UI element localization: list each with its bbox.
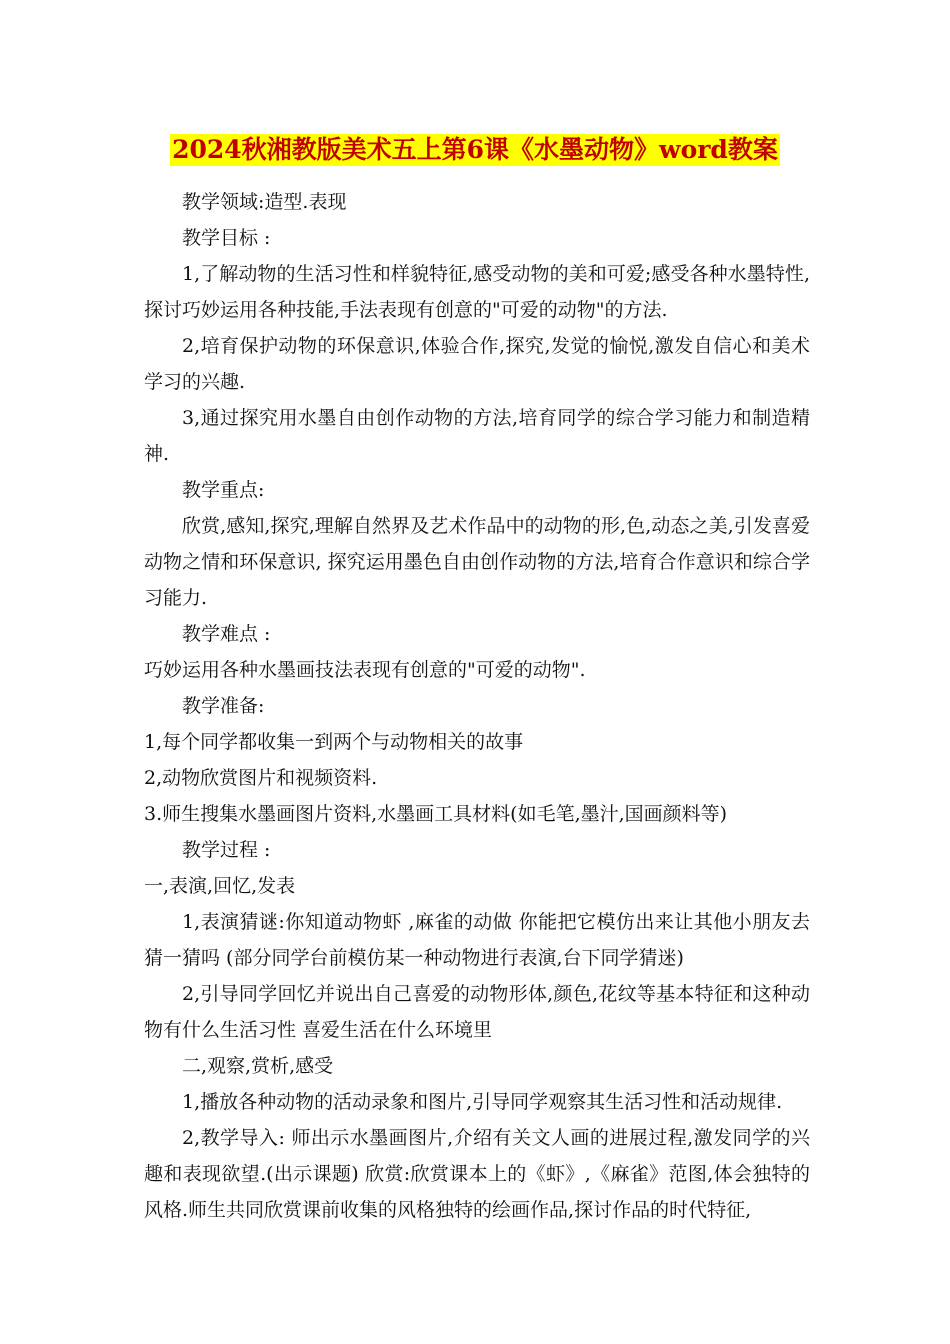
heading-difficulties: 教学难点 : xyxy=(182,623,271,645)
paragraph-section-1-item-1: 1,表演猜谜:你知道动物虾 ,麻雀的动做 你能把它模仿出来让其他小朋友去猜一猜吗 (部分同学台前模仿某一种动物进行表演,台下同学猜迷) xyxy=(144,911,810,969)
document-body xyxy=(144,184,810,1228)
paragraph-preparation-3: 3.师生搜集水墨画图片资料,水墨画工具材料(如毛笔,墨汁,国画颜料等) xyxy=(144,803,728,825)
paragraph-section-1-item-2: 2,引导同学回忆并说出自己喜爱的动物形体,颜色,花纹等基本特征和这种动物有什么生活习性 喜爱生活在什么环境里 xyxy=(144,983,810,1041)
heading-section-2: 二,观察,赏析,感受 xyxy=(182,1055,334,1077)
heading-process: 教学过程 : xyxy=(182,839,271,861)
heading-section-1: 一,表演,回忆,发表 xyxy=(144,875,296,897)
document-title: 2024秋湘教版美术五上第6课《水墨动物》word教案 xyxy=(172,135,778,164)
paragraph-section-2-item-1: 1,播放各种动物的活动录象和图片,引导同学观察其生活习性和活动规律. xyxy=(182,1091,783,1113)
paragraph-goal-3: 3,通过探究用水墨自由创作动物的方法,培育同学的综合学习能力和制造精神. xyxy=(144,407,810,465)
paragraph-preparation-1: 1,每个同学都收集一到两个与动物相关的故事 xyxy=(144,731,524,753)
paragraph-teaching-domain: 教学领域:造型.表现 xyxy=(182,191,347,213)
paragraph-key-points: 欣赏,感知,探究,理解自然界及艺术作品中的动物的形,色,动态之美,引发喜爱动物之情和环保意识, 探究运用墨色自由创作动物的方法,培育合作意识和综合学习能力. xyxy=(144,515,810,609)
heading-key-points: 教学重点: xyxy=(182,479,265,501)
heading-preparation: 教学准备: xyxy=(182,695,265,717)
paragraph-section-2-item-2: 2,教学导入: 师出示水墨画图片,介绍有关文人画的进展过程,激发同学的兴趣和表现欲望.(出示课题) 欣赏:欣赏课本上的《虾》,《麻雀》范图,体会独特的风格.师生共同欣赏课前收集的风格独特的绘画作品,探讨作品的时代特征, xyxy=(144,1127,810,1221)
title-container xyxy=(0,134,950,166)
paragraph-goal-1: 1,了解动物的生活习性和样貌特征,感受动物的美和可爱;感受各种水墨特性,探讨巧妙运用各种技能,手法表现有创意的"可爱的动物"的方法. xyxy=(144,263,810,321)
paragraph-preparation-2: 2,动物欣赏图片和视频资料. xyxy=(144,767,378,789)
paragraph-goal-2: 2,培育保护动物的环保意识,体验合作,探究,发觉的愉悦,激发自信心和美术学习的兴趣. xyxy=(144,335,810,393)
paragraph-difficulties: 巧妙运用各种水墨画技法表现有创意的"可爱的动物". xyxy=(144,659,586,681)
heading-teaching-goals: 教学目标 : xyxy=(182,227,271,249)
